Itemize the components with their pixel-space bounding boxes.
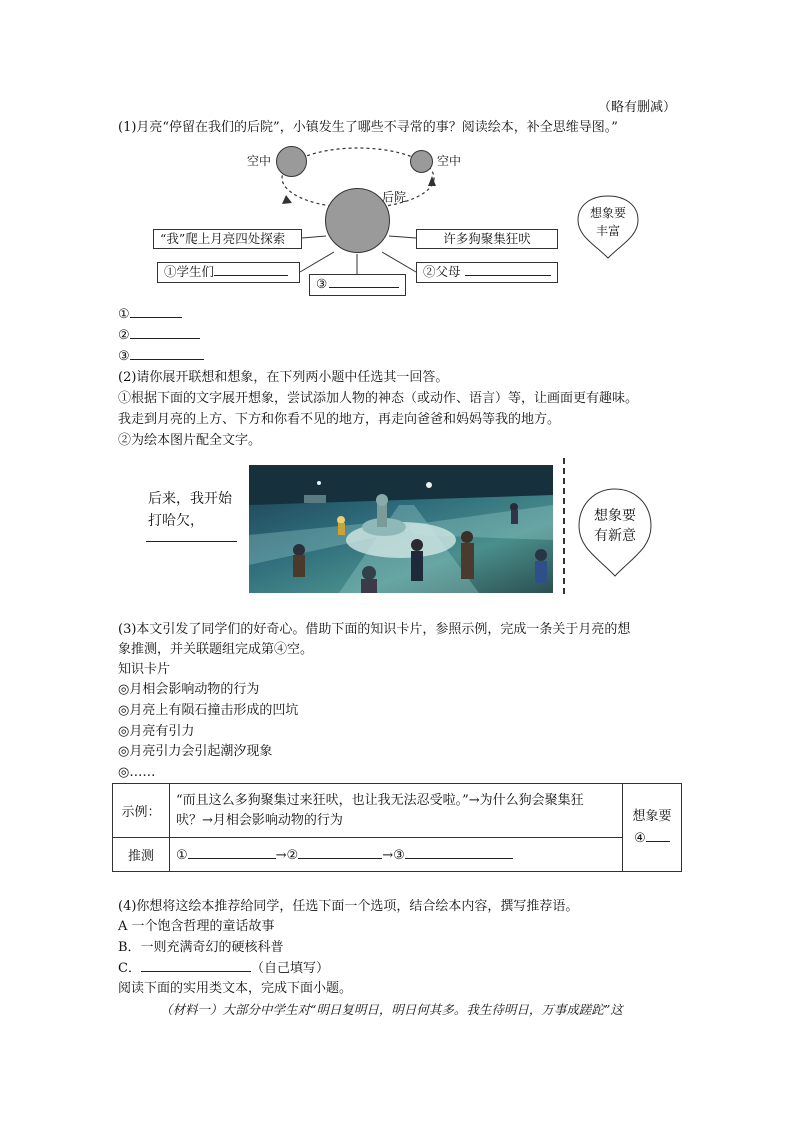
moon-right-circle <box>410 150 433 173</box>
q4-prompt: (4)你想将这绘本推荐给同学，任选下面一个选项，结合绘本内容，撰写推荐语。 <box>118 899 579 914</box>
box-third <box>309 274 406 296</box>
box-explore: “我”爬上月亮四处探索 <box>153 229 302 249</box>
answer-2-label: ② <box>118 328 130 343</box>
q4-option-c-suffix: （自己填写） <box>250 961 329 976</box>
example-label: 示例： <box>113 784 170 838</box>
box-third-label: ③ <box>316 276 328 291</box>
example-content <box>170 784 623 838</box>
q2-option2: ②为绘本图片配全文字。 <box>118 433 262 448</box>
q4-option-b: B．一则充满奇幻的硬核科普 <box>118 940 284 955</box>
q2-option1-line1: ①根据下面的文字展开想象，尝试添加人物的神态（或动作、语言）等，让画面更有趣味。 <box>118 391 639 406</box>
caption-line1: 后来，我开始 <box>148 491 232 507</box>
q4-option-c <box>118 959 329 979</box>
bubble-rich-text <box>576 204 640 240</box>
box-students <box>157 262 300 283</box>
blank-students[interactable] <box>214 263 288 276</box>
header-note: （略有删减） <box>598 100 677 115</box>
illustration-scene <box>249 465 553 593</box>
guess-3-label: →③ <box>382 848 405 863</box>
box-parents-label: ②父母 <box>423 264 461 279</box>
q1-prompt: (1)月亮“停留在我们的后院”，小镇发生了哪些不寻常的事？阅读绘本，补全思维导图。” <box>118 120 618 135</box>
dashed-divider <box>563 458 565 594</box>
guess-1-label: ① <box>176 848 188 863</box>
q2-prompt: (2)请你展开联想和想象，在下列两小题中任选其一回答。 <box>118 370 449 385</box>
answer-1-blank[interactable] <box>130 305 182 318</box>
side-line1: 想象要 <box>632 808 672 824</box>
guess-2-label: →② <box>275 848 299 863</box>
caption-line2: 打哈欠， <box>148 513 204 529</box>
answer-2 <box>118 326 200 346</box>
mind-map-lines <box>0 0 794 310</box>
side-line2 <box>629 828 675 850</box>
knowledge-card-item-5: ◎…… <box>118 765 156 780</box>
picture-book-illustration <box>249 465 553 593</box>
sky-left-label: 空中 <box>247 154 272 168</box>
knowledge-card-title: 知识卡片 <box>118 662 171 677</box>
guess-2-blank[interactable] <box>298 846 382 859</box>
q4-option-c-prefix: C． <box>118 961 141 976</box>
q2-option1-line2: 我走到月亮的上方、下方和你看不见的地方，再走向爸爸和妈妈等我的地方。 <box>118 412 561 427</box>
inference-table <box>112 783 682 872</box>
backyard-label: 后院 <box>382 190 407 204</box>
moon-center-circle <box>325 188 390 253</box>
knowledge-card-item-2: ◎月亮上有陨石撞击形成的凹坑 <box>118 703 299 718</box>
q3-prompt-line2: 象推测，并关联题组完成第④空。 <box>118 642 314 657</box>
answer-3 <box>118 347 204 367</box>
caption <box>148 488 232 532</box>
sky-right-label: 空中 <box>437 154 462 168</box>
bubble-rich-line2: 丰富 <box>595 224 620 238</box>
reading-intro: 阅读下面的实用类文本，完成下面小题。 <box>118 981 353 996</box>
bubble-new-text <box>576 506 654 546</box>
q4-option-c-blank[interactable] <box>141 959 251 972</box>
guess-1-blank[interactable] <box>188 846 276 859</box>
answer-1 <box>118 305 182 325</box>
bubble-rich-line1: 想象要 <box>589 206 626 220</box>
guess-content <box>170 838 623 872</box>
example-line1: “而且这么多狗聚集过来狂吠，也让我无法忍受啦。”→为什么狗会聚集狂 <box>176 792 584 808</box>
answer-1-label: ① <box>118 307 130 322</box>
moon-left-circle <box>276 146 307 177</box>
guess-label: 推测 <box>113 838 170 872</box>
bubble-new-line2: 有新意 <box>594 528 636 544</box>
side-cell <box>623 784 682 872</box>
q4-option-a: A 一个饱含哲理的童话故事 <box>118 919 275 934</box>
guess-3-blank[interactable] <box>405 846 513 859</box>
side-blank[interactable] <box>646 829 670 842</box>
answer-2-blank[interactable] <box>130 326 200 339</box>
blank-third[interactable] <box>329 275 399 288</box>
material-1: （材料一）大部分中学生对“明日复明日，明日何其多。我生待明日，万事成蹉跎”这 <box>160 1002 623 1017</box>
q3-prompt-line1: (3)本文引发了同学们的好奇心。借助下面的知识卡片，参照示例，完成一条关于月亮的想 <box>118 622 631 637</box>
box-students-label: ①学生们 <box>164 264 215 279</box>
knowledge-card-item-3: ◎月亮有引力 <box>118 724 195 739</box>
blank-parents[interactable] <box>465 263 551 276</box>
bubble-new-line1: 想象要 <box>594 508 636 524</box>
example-line2: 吠？→月相会影响动物的行为 <box>176 812 343 828</box>
box-parents <box>416 262 558 283</box>
box-dogs-bark: 许多狗聚集狂吠 <box>416 229 558 249</box>
answer-3-blank[interactable] <box>130 347 204 360</box>
side-line2-label: ④ <box>634 830 646 846</box>
answer-3-label: ③ <box>118 349 130 364</box>
knowledge-card-item-4: ◎月亮引力会引起潮汐现象 <box>118 744 273 759</box>
caption-blank[interactable] <box>146 541 237 542</box>
knowledge-card-item-1: ◎月相会影响动物的行为 <box>118 682 260 697</box>
